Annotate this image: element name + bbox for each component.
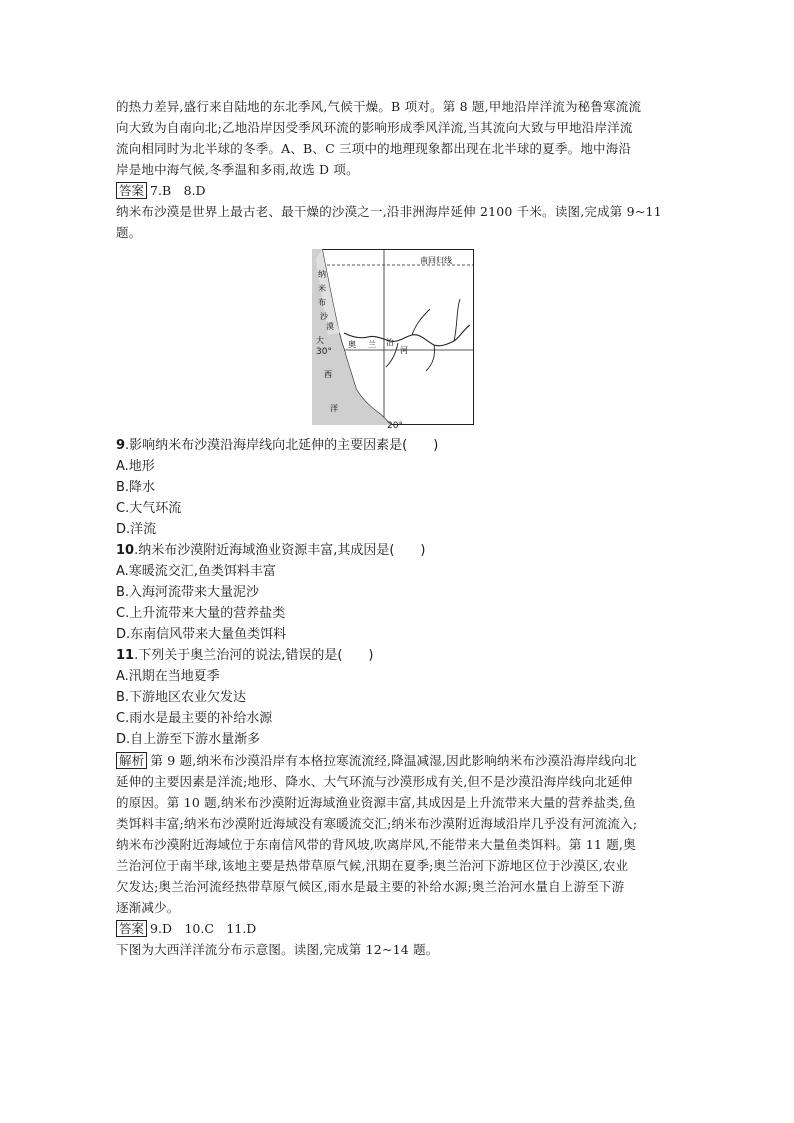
text-line: 纳米布沙漠是世界上最古老、最干燥的沙漠之一,沿非洲海岸延伸 2100 千米。读图,完成第 9~11 xyxy=(116,204,662,219)
option: C.雨水是最主要的补给水源 xyxy=(116,711,273,726)
text-line: 流向相同时为北半球的冬季。A、B、C 三项中的地理现象都出现在北半球的夏季。地中海沿 xyxy=(116,141,632,156)
text-line: 向大致为自南向北;乙地沿岸因受季风环流的影响形成季风洋流,当其流向大致与甲地沿岸洋流 xyxy=(116,120,633,135)
answer-line-7-8 xyxy=(116,180,682,201)
text-line: 题。 xyxy=(116,225,142,240)
question-number: 11 xyxy=(116,648,135,663)
namib-map-figure xyxy=(116,249,682,435)
analysis-block xyxy=(116,750,682,918)
question-10 xyxy=(116,540,682,645)
question-number: 9 xyxy=(116,438,126,453)
river-char: 奥 xyxy=(348,340,356,349)
option: C.大气环流 xyxy=(116,501,182,516)
question-text: .影响纳米布沙漠沿海岸线向北延伸的主要因素是( ) xyxy=(125,438,439,453)
analysis-line: 的原因。第 10 题,纳米布沙漠附近海域渔业资源丰富,其成因是上升流带来大量的营养盐类,鱼 xyxy=(116,795,636,810)
question-11 xyxy=(116,645,682,750)
option: D.东南信风带来大量鱼类饵料 xyxy=(116,627,287,642)
analysis-line: 纳米布沙漠附近海域位于东南信风带的背风坡,吹离岸风,不能带来大量鱼类饵料。第 11 题,奥 xyxy=(116,837,636,852)
answer-line-9-11 xyxy=(116,918,682,939)
option: A.地形 xyxy=(116,459,155,474)
desert-char: 漠 xyxy=(326,322,334,331)
question-number: 10 xyxy=(116,543,135,558)
explanation-continued xyxy=(116,96,682,180)
next-question-intro: 下图为大西洋洋流分布示意图。读图,完成第 12~14 题。 xyxy=(116,942,439,957)
analysis-line: 欠发达;奥兰治河流经热带草原气候区,雨水是最主要的补给水源;奥兰治河水量自上游至下游 xyxy=(116,879,625,894)
text-line: 岸是地中海气候,冬季温和多雨,故选 D 项。 xyxy=(116,162,359,177)
question-9 xyxy=(116,435,682,540)
question-stem xyxy=(116,645,682,666)
river-char: 兰 xyxy=(368,340,376,349)
question-text: .下列关于奥兰治河的说法,错误的是( ) xyxy=(134,648,374,663)
analysis-line xyxy=(116,750,682,771)
text-line: 的热力差异,盛行来自陆地的东北季风,气候干燥。B 项对。第 8 题,甲地沿岸洋流为秘鲁寒流流 xyxy=(116,99,642,114)
question-intro xyxy=(116,201,682,243)
question-text: .纳米布沙漠附近海域渔业资源丰富,其成因是( ) xyxy=(134,543,426,558)
question-stem xyxy=(116,540,682,561)
desert-char: 布 xyxy=(318,298,326,307)
option: D.洋流 xyxy=(116,522,157,537)
longitude-label: 20° xyxy=(387,421,403,431)
question-stem xyxy=(116,435,682,456)
analysis-text: 第 9 题,纳米布沙漠沿岸有本格拉寒流流经,降温减湿,因此影响纳米布沙漠沿海岸线向北 xyxy=(150,753,637,768)
ocean-char: 大 xyxy=(316,336,324,345)
analysis-line: 逐渐减少。 xyxy=(116,900,180,915)
analysis-label: 解析 xyxy=(116,752,147,769)
latitude-label: 30° xyxy=(316,347,332,357)
tropic-label: 南回归线 xyxy=(420,256,452,265)
ocean-char: 西 xyxy=(324,370,332,379)
answer-text: 9.D 10.C 11.D xyxy=(150,921,257,936)
answer-text: 7.B 8.D xyxy=(150,183,206,198)
analysis-line: 类饵料丰富;纳米布沙漠附近海域没有寒暖流交汇;纳米布沙漠附近海域沿岸几乎没有河流流入; xyxy=(116,816,638,831)
ocean-char: 洋 xyxy=(330,404,338,413)
answer-label: 答案 xyxy=(116,182,147,199)
option: C.上升流带来大量的营养盐类 xyxy=(116,606,286,621)
option: A.寒暖流交汇,鱼类饵料丰富 xyxy=(116,564,276,579)
desert-char: 沙 xyxy=(320,312,328,321)
river-char: 治 xyxy=(386,338,394,347)
analysis-line: 兰治河位于南半球,该地主要是热带草原气候,汛期在夏季;奥兰治河下游地区位于沙漠区,农业 xyxy=(116,858,629,873)
option: B.降水 xyxy=(116,480,156,495)
answer-label: 答案 xyxy=(116,920,147,937)
river-char: 河 xyxy=(400,346,408,355)
option: B.下游地区农业欠发达 xyxy=(116,690,247,705)
analysis-line: 延伸的主要因素是洋流;地形、降水、大气环流与沙漠形成有关,但不是沙漠沿海岸线向北延伸 xyxy=(116,774,633,789)
option: D.自上游至下游水量渐多 xyxy=(116,732,261,747)
namib-desert-map xyxy=(312,249,474,425)
option: A.汛期在当地夏季 xyxy=(116,669,220,684)
desert-char: 米 xyxy=(318,284,326,293)
desert-char: 纳 xyxy=(318,270,326,279)
document-page xyxy=(116,96,682,960)
option: B.入海河流带来大量泥沙 xyxy=(116,585,260,600)
